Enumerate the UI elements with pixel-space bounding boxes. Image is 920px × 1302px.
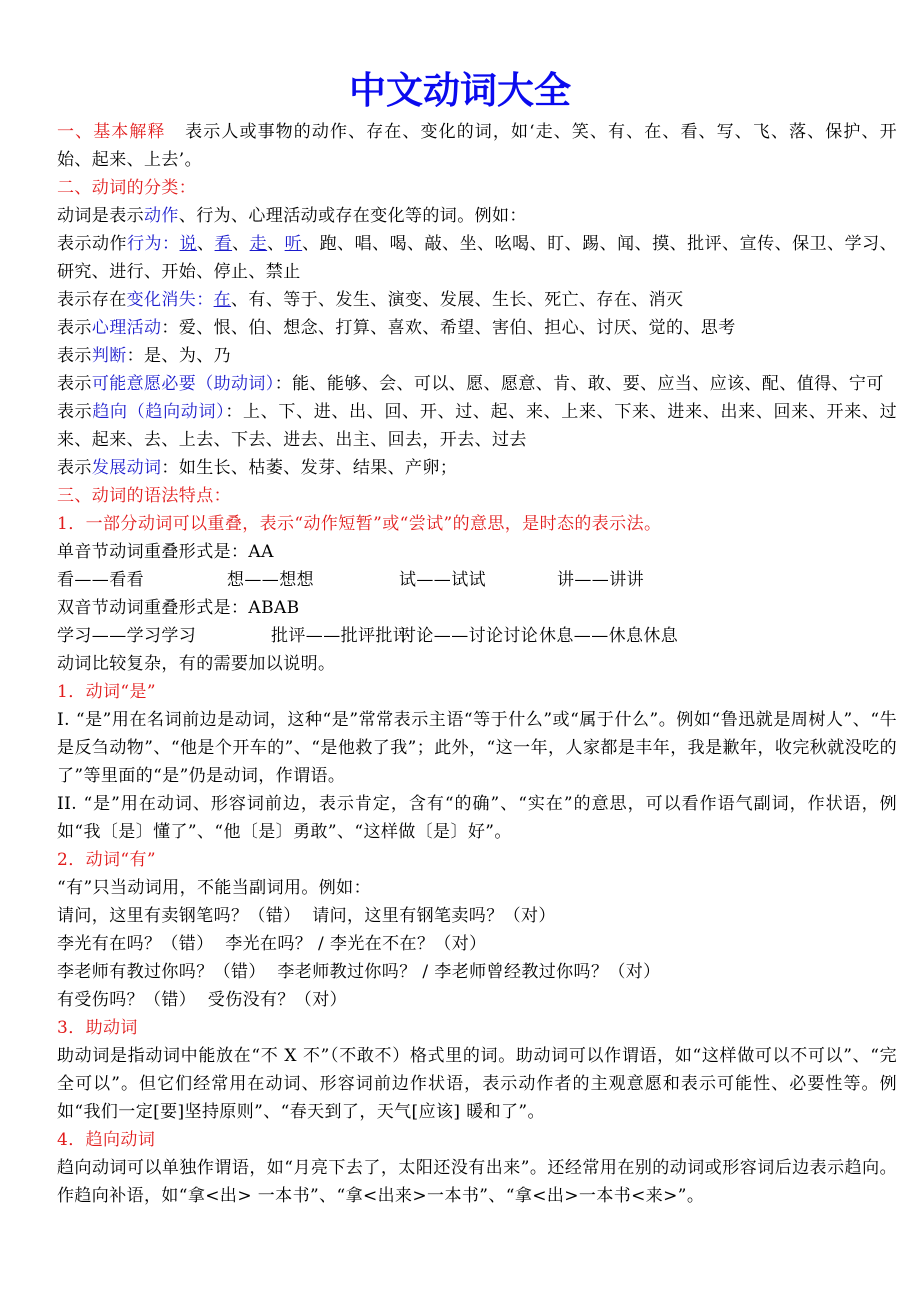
action-keyword: 行为： [127,234,180,254]
develop-label: 表示 [57,458,92,478]
you-example: 李老师有教过你吗？（错） 李老师教过你吗？ / 李老师曾经教过你吗？（对） [57,962,661,982]
modal-list: ：能、能够、会、可以、愿、愿意、肯、敢、要、应当、应该、配、值得、宁可 [274,374,884,394]
development-verbs [57,454,897,482]
basic-definition [57,118,897,174]
example-item: 讨论——讨论讨论 [399,626,539,646]
document-body [57,118,897,1210]
verb-link-shuo[interactable]: 说 [179,234,198,254]
action-label: 表示动作 [57,234,128,254]
existence-verbs [57,286,897,314]
page-title: 中文动词大全 [349,69,571,112]
action-verbs: 表示动作行为：说、看、走、听、跑、唱、喝、敲、坐、吆喝、盯、踢、闻、摸、批评、宣传、保卫、学习、研究、进行、开始、停止、禁止 [57,234,898,282]
exist-label: 表示存在 [57,290,127,310]
subheading-you: 2．动词“有” [57,850,156,870]
subheading-shi: 1．动词“是” [57,682,156,702]
section-heading-2: 二、动词的分类： [57,178,197,198]
mental-list: ：爱、恨、伯、想念、打算、喜欢、希望、害伯、担心、讨厌、觉的、思考 [161,318,736,338]
you-example: 请问，这里有卖钢笔吗？（错） 请问，这里有钢笔卖吗？（对） [57,906,556,926]
direction-list: ：上、下、进、出、回、开、过、起、来、上来、下来、进来、出来、回来、开来、过来、起来、去、上去、下去、进去、出主、回去，开去、过去 [57,402,897,450]
section-heading-1: 一、基本解释 [57,122,166,142]
exist-keyword: 变化消失： [126,290,214,310]
judge-keyword: 判断 [91,346,127,366]
mono-examples [57,566,897,594]
judge-label: 表示 [57,346,92,366]
verb-link-kan[interactable]: 看 [214,234,233,254]
shi-paragraph-1: I. “是”用在名词前边是动词，这种“是”常常表示主语“等于什么”或“属于什么”。例如“鲁迅就是周树人”、“牛是反刍动物”、“他是个开车的”、“是他救了我”；此外，“这一年，人家都是丰年，我是歉年，收完秋就没吃的了”等里面的“是”仍是动词，作谓语。 [57,710,897,786]
mental-label: 表示 [57,318,92,338]
example-item: 休息——休息休息 [539,626,679,646]
dir-paragraph: 趋向动词可以单独作谓语，如“月亮下去了，太阳还没有出来”。还经常用在别的动词或形容词后边表示趋向。作趋向补语，如“拿<出> 一本书”、“拿<出来>一本书”、“拿<出>一本书<来>”。 [57,1158,897,1206]
exist-list: 、有、等于、发生、演变、发展、生长、死亡、存在、消灭 [231,290,684,310]
verb-link-zai[interactable]: 在 [213,290,232,310]
definition-text: 表示人或事物的动作、存在、变化的词，如‘走、笑、有、在、看、写、飞、落、保护、开始、起来、上去’。 [57,122,897,170]
shi-paragraph-2: II. “是”用在动词、形容词前边，表示肯定，含有“的确”、“实在”的意思，可以看作语气副词，作状语，例如“我〔是〕懂了”、“他〔是〕勇敢”、“这样做〔是〕好”。 [57,794,897,842]
modal-keyword: 可能意愿必要（助动词） [91,374,275,394]
di-label: 双音节动词重叠形式是：ABAB [57,598,300,618]
you-intro: “有”只当动词用，不能当副词用。例如： [57,878,371,898]
example-item: 想——想想 [227,570,314,590]
example-item: 看——看看 [57,570,144,590]
mono-label: 单音节动词重叠形式是：AA [57,542,274,562]
subheading-aux: 3．助动词 [57,1018,138,1038]
example-item: 试——试试 [399,570,486,590]
aux-paragraph: 助动词是指动词中能放在“不 X 不”（不敢不）格式里的词。助动词可以作谓语，如“这样做可以不可以”、“完全可以”。但它们经常用在动词、形容词前边作状语，表示动作者的主观意愿和表示可能性、必要性等。例如“我们一定[要]坚持原则”、“春天到了，天气[应该] 暖和了”。 [57,1046,897,1122]
section-heading-3: 三、动词的语法特点： [57,486,231,506]
intro-text: 动词是表示 [57,206,144,226]
judgment-verbs [57,342,897,370]
mental-verbs [57,314,897,342]
modal-label: 表示 [57,374,92,394]
direction-keyword: 趋向（趋向动词） [92,402,226,422]
action-list: 、跑、唱、喝、敲、坐、吆喝、盯、踢、闻、摸、批评、宣传、保卫、学习、研究、进行、开始、停止、禁止 [57,234,898,282]
example-item: 学习——学习学习 [57,626,197,646]
judge-list: ：是、为、乃 [126,346,232,366]
intro-keyword: 动作 [144,206,179,226]
complex-note: 动词比较复杂，有的需要加以说明。 [57,654,336,674]
classification-intro [57,202,897,230]
develop-keyword: 发展动词 [91,458,162,478]
intro-text-rest: 、行为、心理活动或存在变化等的词。例如： [178,206,527,226]
example-item: 批评——批评批评 [271,626,411,646]
verb-link-ting[interactable]: 听 [284,234,303,254]
modal-verbs [57,370,897,398]
develop-list: ：如生长、枯萎、发芽、结果、产卵； [161,458,458,478]
you-example: 李光有在吗？（错） 李光在吗？ / 李光在不在？（对） [57,934,487,954]
reduplication-point: 1．一部分动词可以重叠，表示“动作短暂”或“尝试”的意思，是时态的表示法。 [57,514,662,534]
subheading-dir: 4．趋向动词 [57,1130,156,1150]
example-item: 讲——讲讲 [557,570,644,590]
mental-keyword: 心理活动 [91,318,162,338]
verb-link-zou[interactable]: 走 [249,234,268,254]
direction-label: 表示 [57,402,93,422]
directional-verbs [57,398,897,454]
di-examples [57,622,897,650]
you-example: 有受伤吗？（错） 受伤没有？（对） [57,990,348,1010]
